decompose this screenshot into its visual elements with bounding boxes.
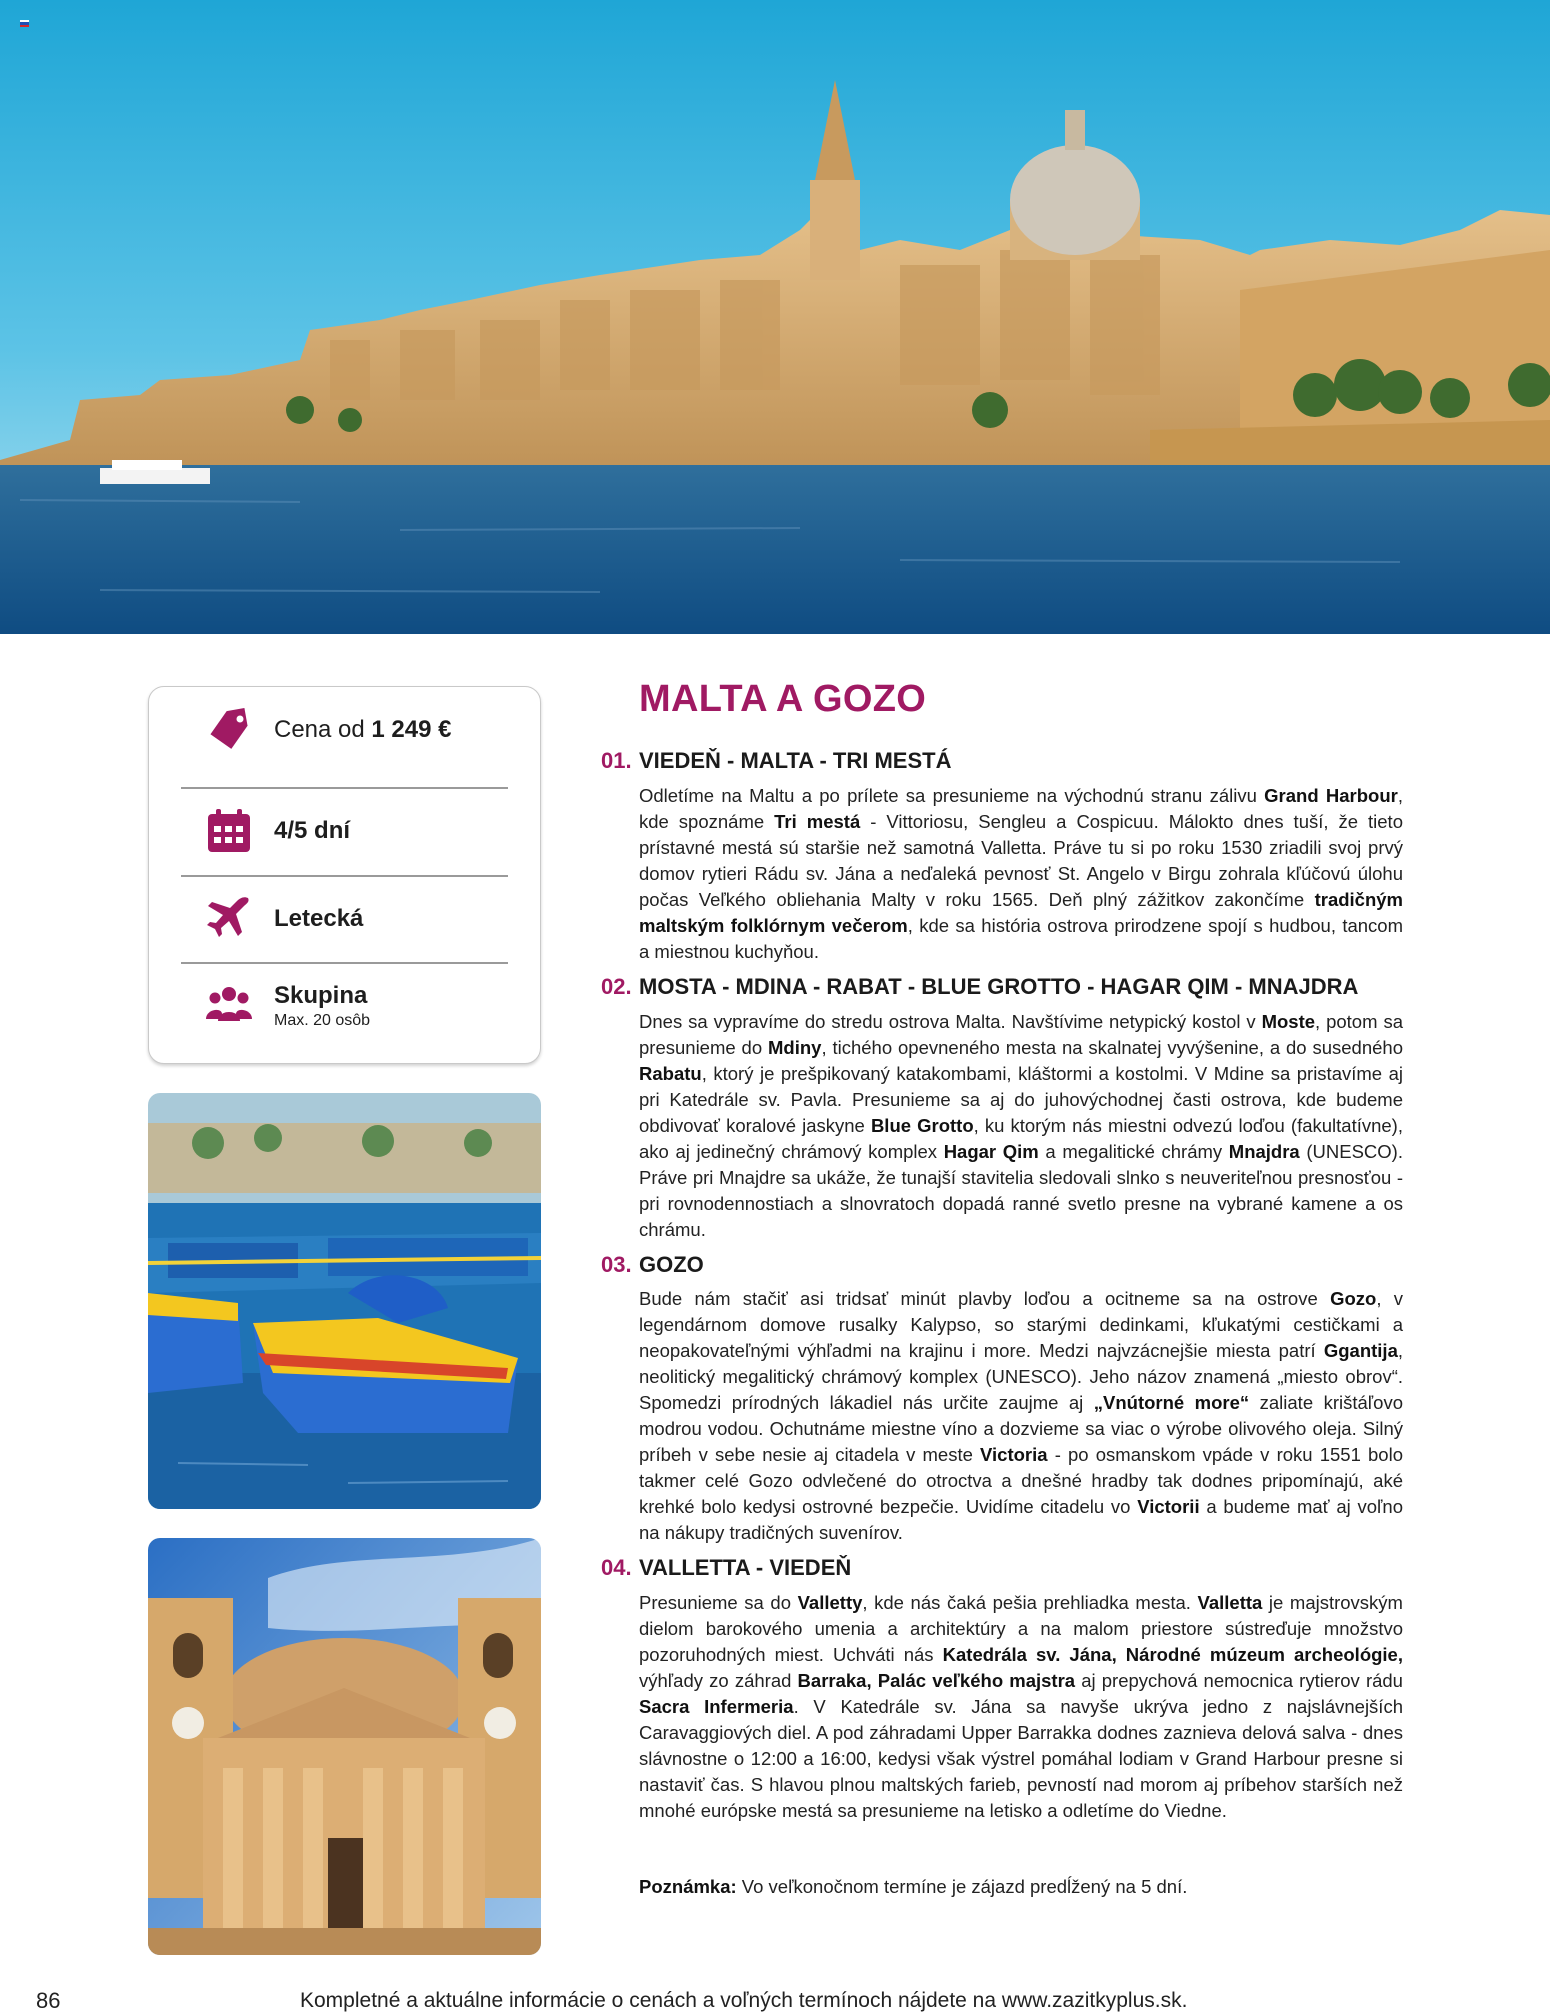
body-text: - Vittoriosu, Sengleu a Cospicuu. Málokto dnes tuší, že tieto prístavné mestá sú staršie než samotná Valletta. Práve tu si po roku 1530 zriadili svoj prvý domov rytieri Rádu sv. Jána a neďaleká pevnosť St. Angelo v Birgu zohrala kľúčovú úlohu počas Veľkého obliehania Malty v roku 1565. Deň plný zážitkov zakončíme <box>639 811 1403 910</box>
body-text: , kde sa história ostrova prirodzene spojí s hudbou, tancom a miestnou kuchyňou. <box>639 915 1403 962</box>
day-3-title: GOZO <box>639 1252 704 1277</box>
body-text: , neolitický megalitický chrámový komplex (UNESCO). Jeho názov znamená „miesto obrov“. Spomedzi prírodných lákadiel nás určite zaujme aj <box>639 1340 1403 1413</box>
highlight-text: Mdiny <box>768 1037 822 1058</box>
day-1-number: 01. <box>601 748 632 773</box>
footer-text: Kompletné a aktuálne informácie o cenách a voľných termínoch nájdete na www.zazitkyplus.sk. <box>300 1989 1188 2012</box>
price-row <box>149 687 540 773</box>
day-1-text <box>639 783 1403 965</box>
highlight-text: Ggantija <box>1323 1340 1398 1361</box>
body-text: aj prepychová nemocnica rytierov rádu <box>1075 1670 1403 1691</box>
price-prefix: Cena od <box>274 716 372 743</box>
flag-icon <box>20 20 29 27</box>
body-text: Odletíme na Maltu a po prílete sa presunieme na východnú stranu zálivu <box>639 785 1265 806</box>
body-text: , kde spoznáme <box>639 785 1403 832</box>
group-icon <box>204 981 254 1031</box>
day-3-text <box>639 1286 1403 1546</box>
price-value: 1 249 € <box>371 716 452 743</box>
highlight-text: Mnajdra <box>1228 1141 1300 1162</box>
highlight-text: Moste <box>1261 1011 1316 1032</box>
day-4-title: VALLETTA - VIEDEŇ <box>639 1555 852 1580</box>
day-3-heading <box>601 1252 704 1278</box>
body-text: , ktorý je prešpikovaný katakombami, kláštormi a kostolmi. V Mdine sa pristavíme aj pri Katedrále sv. Pavla. Presunieme sa aj do juhovýchodnej časti ostrova, kde budeme obdivovať koralové jaskyne <box>639 1063 1403 1136</box>
body-text: a budeme mať aj voľno na nákupy tradičných suvenírov. <box>639 1496 1403 1543</box>
trip-info-card <box>148 686 541 1064</box>
body-text: . V Katedrále sv. Jána sa navyše ukrýva jedno z najslávnejších Caravaggiových diel. A pod záhradami Upper Barrakka dodnes zaznieva delová salva - dnes slávnostne o 12:00 a 16:00, kedysi však výstrel pomáhal lodiam v Grand Harbour presne si nastaviť čas. S hlavou plnou maltských farieb, pevností nad morom aj príbehov starších než mnohé európske mestá sa presunieme na letisko a odletíme do Viedne. <box>639 1696 1403 1821</box>
body-text: výhľady zo záhrad <box>639 1670 798 1691</box>
highlight-text: Victoria <box>980 1444 1048 1465</box>
group-row <box>149 963 540 1049</box>
highlight-text: Valletty <box>797 1592 863 1613</box>
day-2-heading <box>601 974 1358 1000</box>
transport-row <box>149 876 540 962</box>
highlight-text: Blue Grotto <box>870 1115 974 1136</box>
group-text <box>274 982 370 1030</box>
highlight-text: Victorii <box>1137 1496 1200 1517</box>
body-text: je majstrovským dielom barokového umenia a architektúry a na malom priestore sústreďuje množstvo pozoruhodných miest. Uchváti nás <box>639 1592 1403 1665</box>
day-2-text <box>639 1009 1403 1243</box>
highlight-text: Rabatu <box>639 1063 702 1084</box>
highlight-text: „Vnútorné more“ <box>1093 1392 1250 1413</box>
day-4-number: 04. <box>601 1555 632 1580</box>
calendar-icon <box>204 806 254 856</box>
duration-row <box>149 788 540 874</box>
note <box>639 1874 1403 1900</box>
body-text: Bude nám stačiť asi tridsať minút plavby loďou a ocitneme sa na ostrove <box>639 1288 1331 1309</box>
group-label: Skupina <box>274 982 368 1009</box>
body-text: (UNESCO). Práve pri Mnajdre sa ukáže, že tunajší stavitelia sledovali slnko s neuveriteľnou presnosťou - pri rovnodennostiach a slnovratoch dopadá ranné svetlo presne na vybrané kamene a os chrámu. <box>639 1141 1403 1240</box>
photo-boats <box>148 1093 541 1509</box>
hero-photo-valletta <box>0 0 1550 634</box>
body-text: , kde nás čaká pešia prehliadka mesta. <box>862 1592 1198 1613</box>
highlight-text: tradičným maltským folklórnym večerom <box>639 889 1403 936</box>
highlight-text: Grand Harbour <box>1264 785 1398 806</box>
duration-text: 4/5 dní <box>274 817 351 844</box>
body-text: , potom sa presunieme do <box>639 1011 1403 1058</box>
price-tag-icon <box>204 705 254 755</box>
body-text: , tichého opevneného mesta na skalnatej vyvýšenine, a do susedného <box>821 1037 1403 1058</box>
body-text: - po osmanskom vpáde v roku 1551 bolo takmer celé Gozo odvlečené do otroctva a dnešné hradby tak dodnes pripomínajú, aké krehké bolo kedysi ostrovné bezpečie. Uvidíme citadelu vo <box>639 1444 1403 1517</box>
transport-text: Letecká <box>274 905 364 932</box>
body-text: zaliate krištáľovo modrou vodou. Ochutnáme miestne víno a dozvieme sa viac o výrobe olivového oleja. Silný príbeh v sebe nesie aj citadela v meste <box>639 1392 1403 1465</box>
highlight-text: Katedrála sv. Jána, Národné múzeum archeológie, <box>942 1644 1403 1665</box>
body-text: , v legendárnom domove rusalky Kalypso, so starými dedinkami, kľukatými cestičkami a neopakovateľnými výhľadmi na krajinu i more. Medzi najvzácnejšie miesta patrí <box>639 1288 1403 1361</box>
day-1-title: VIEDEŇ - MALTA - TRI MESTÁ <box>639 748 952 773</box>
highlight-text: Sacra Infermeria <box>639 1696 794 1717</box>
page-title: MALTA A GOZO <box>639 678 927 720</box>
body-text: Presunieme sa do <box>639 1592 798 1613</box>
day-4-text <box>639 1590 1403 1824</box>
note-label: Poznámka: <box>639 1876 737 1897</box>
group-sub: Max. 20 osôb <box>274 1012 371 1029</box>
airplane-icon <box>204 894 254 944</box>
body-text: a megalitické chrámy <box>1038 1141 1229 1162</box>
day-4-heading <box>601 1555 851 1581</box>
highlight-text: Tri mestá <box>774 811 861 832</box>
highlight-text: Valletta <box>1197 1592 1263 1613</box>
day-2-number: 02. <box>601 974 632 999</box>
day-1-heading <box>601 748 951 774</box>
highlight-text: Barraka, Palác veľkého majstra <box>797 1670 1076 1691</box>
note-text: Vo veľkonočnom termíne je zájazd predĺžený na 5 dní. <box>736 1876 1188 1897</box>
day-3-number: 03. <box>601 1252 632 1277</box>
highlight-text: Hagar Qim <box>943 1141 1039 1162</box>
photo-rotunda-church <box>148 1538 541 1955</box>
body-text: Dnes sa vypravíme do stredu ostrova Malta. Navštívime netypický kostol v <box>639 1011 1262 1032</box>
price-text <box>274 716 451 744</box>
day-2-title: MOSTA - MDINA - RABAT - BLUE GROTTO - HAGAR QIM - MNAJDRA <box>639 974 1359 999</box>
body-text: , ku ktorým nás miestni odvezú loďou (fakultatívne), ako aj jedinečný chrámový komplex <box>639 1115 1403 1162</box>
page-number: 86 <box>36 1988 61 2013</box>
highlight-text: Gozo <box>1330 1288 1377 1309</box>
